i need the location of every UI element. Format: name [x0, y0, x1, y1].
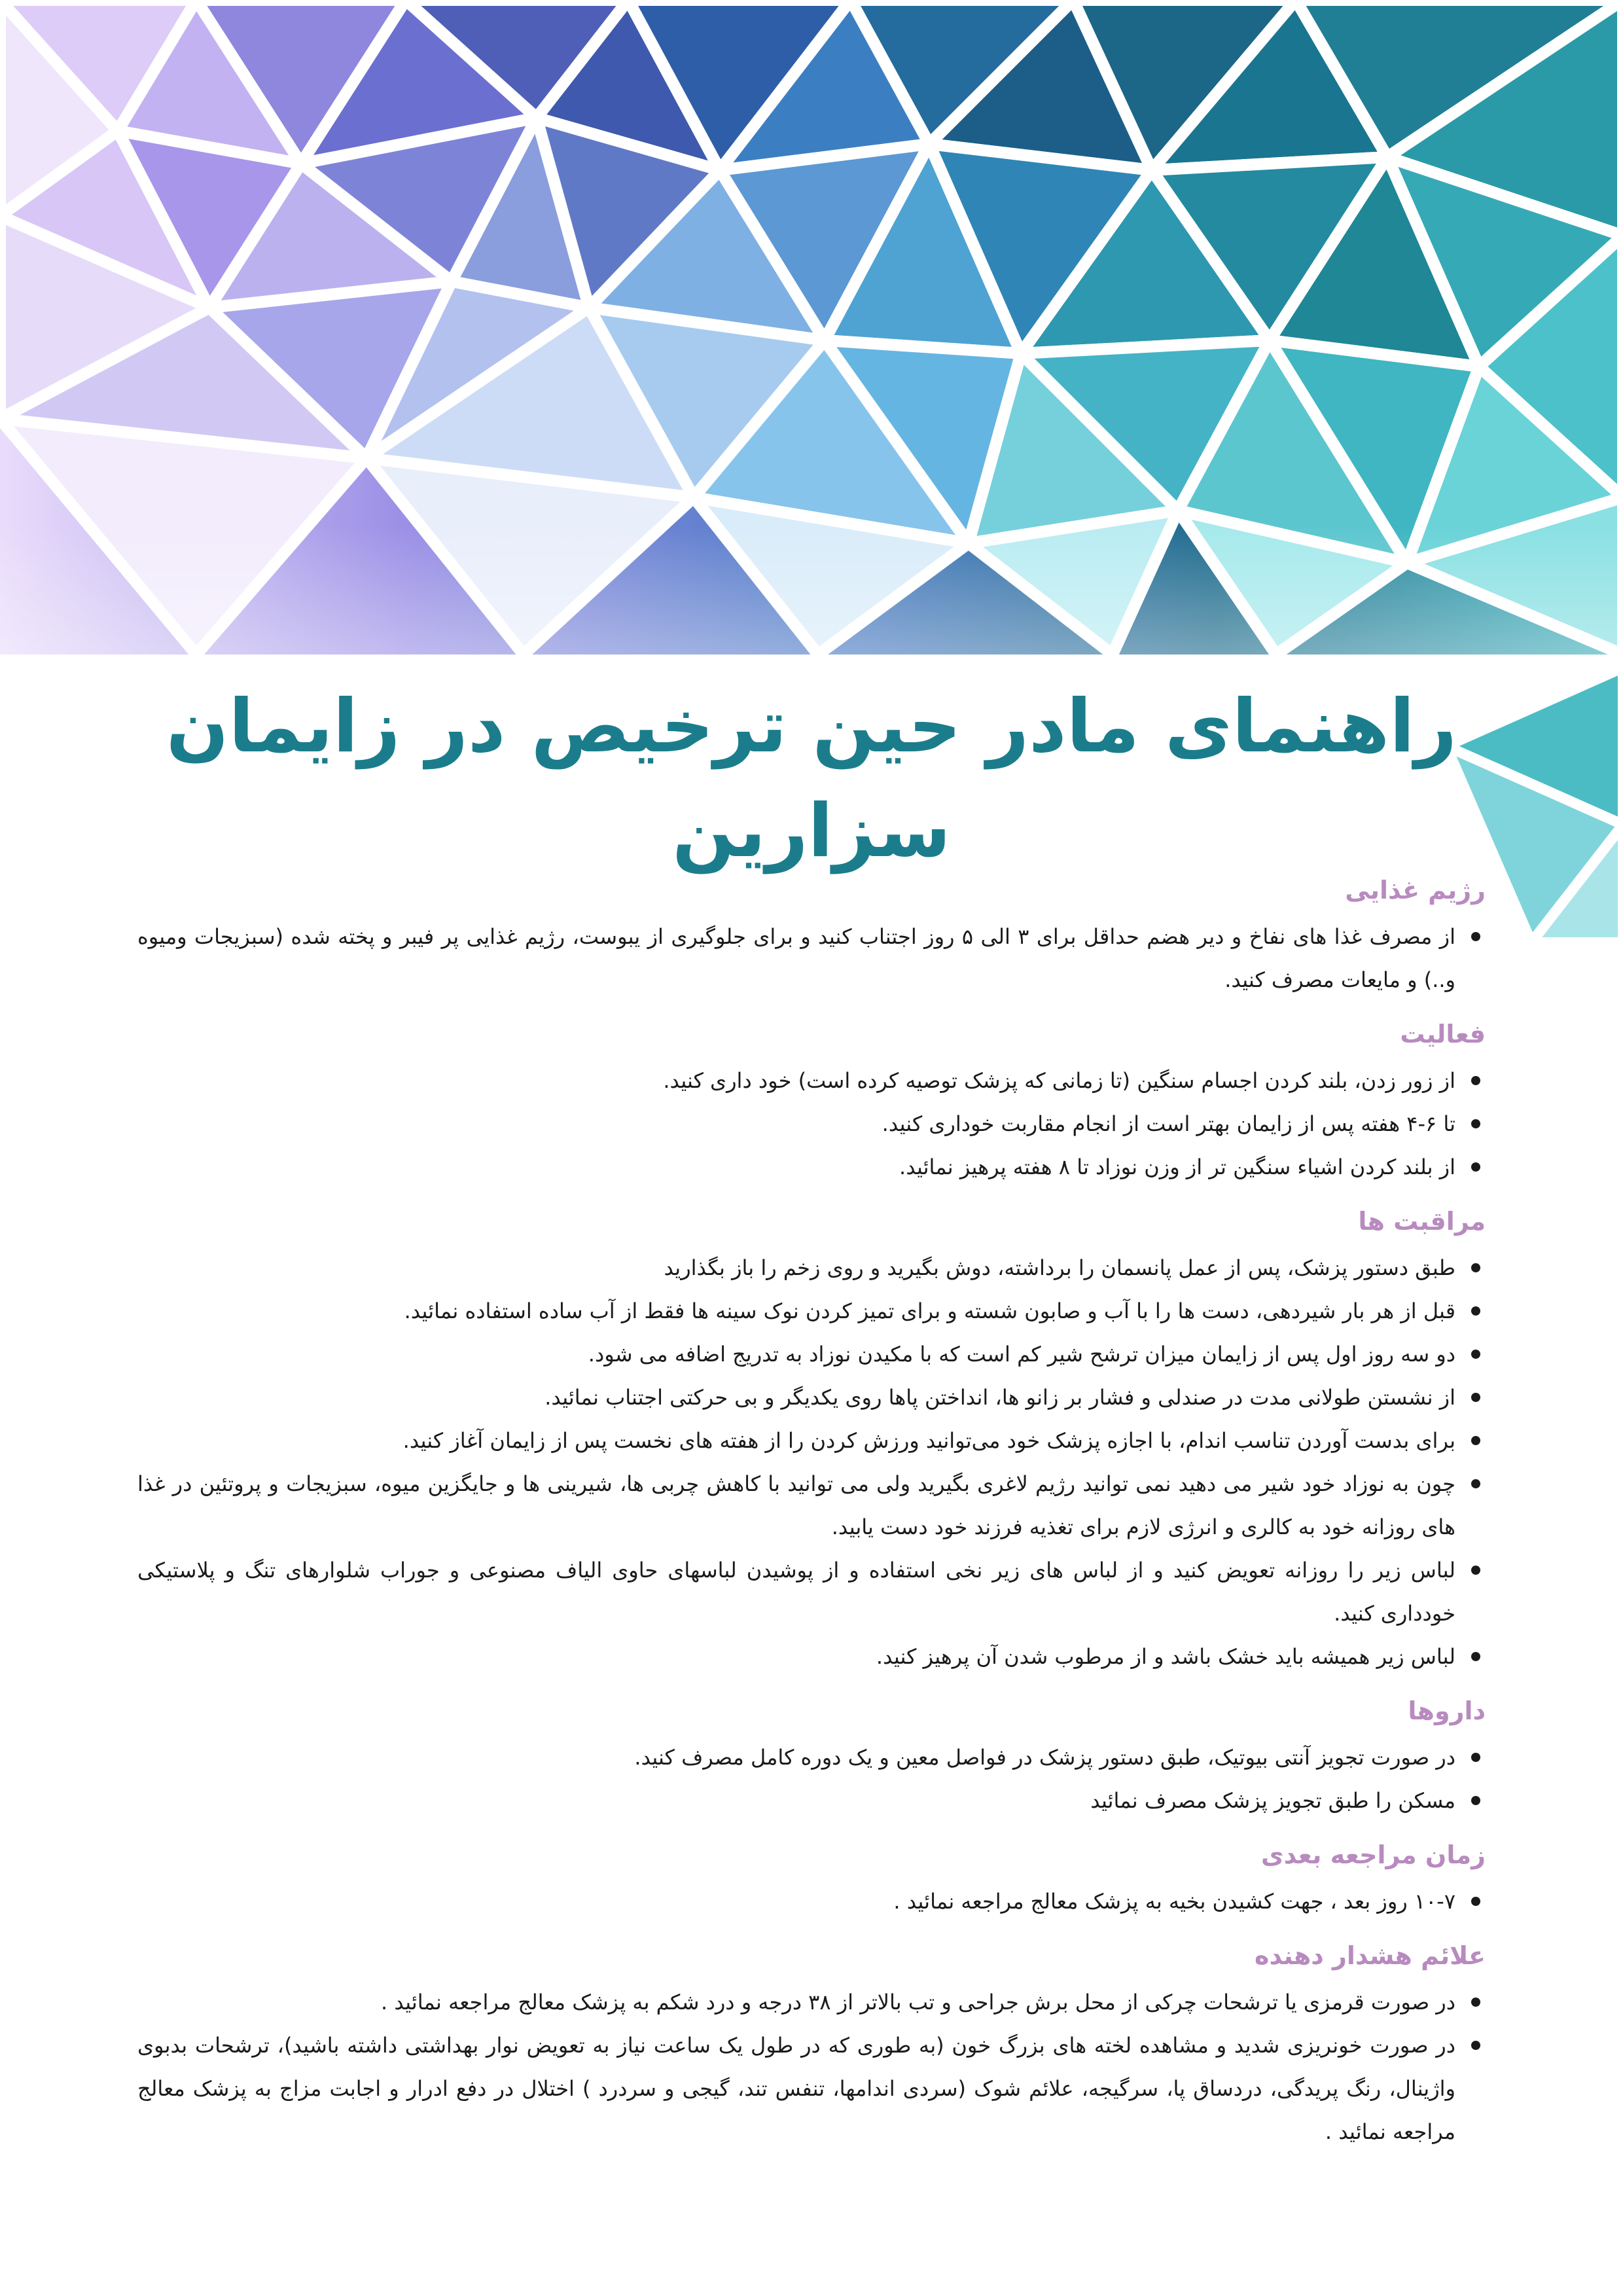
section-heading: علائم هشدار دهنده — [1255, 1941, 1486, 1970]
bullet-icon — [1471, 1306, 1480, 1316]
list-item-text: در صورت خونریزی شدید و مشاهده لخته های بزرگ خون (به طوری که در طول یک ساعت نیاز به تعویض نوار بهداشتی داشته باشید)، ترشحات بدبوی واژینال، رنگ پریدگی، دردساق پا، سرگیجه، علائم شوک (سردی اندامها، تنفس تند، گیجی و سردرد ) اختلال در دفع ادرار و اجابت مزاج به پزشک معالج مراجعه نمائید . — [137, 2033, 1455, 2144]
list-item — [137, 1549, 1486, 1635]
section-diet — [137, 869, 1486, 1001]
section-heading: مراقبت ها — [1358, 1207, 1486, 1236]
bullet-list — [137, 1736, 1486, 1822]
list-item — [137, 1419, 1486, 1462]
list-item — [137, 915, 1486, 1001]
list-item — [137, 1145, 1486, 1189]
section-heading: رژیم غذایی — [1345, 876, 1486, 905]
list-item-text: در صورت تجویز آنتی بیوتیک، طبق دستور پزشک در فواصل معین و یک دوره کامل مصرف کنید. — [634, 1745, 1455, 1770]
list-item-text: در صورت قرمزی یا ترشحات چرکی از محل برش جراحی و تب بالاتر از ۳۸ درجه و درد شکم به پزشک معالج مراجعه نمائید . — [381, 1990, 1455, 2015]
list-item — [137, 1333, 1486, 1376]
list-item — [137, 1059, 1486, 1102]
bullet-icon — [1471, 1998, 1480, 2007]
section-heading: فعالیت — [1400, 1020, 1486, 1049]
bullet-list — [137, 915, 1486, 1001]
bullet-icon — [1471, 1479, 1480, 1488]
section-heading: زمان مراجعه بعدی — [1260, 1840, 1486, 1869]
bullet-icon — [1471, 932, 1480, 941]
list-item — [137, 1981, 1486, 2024]
list-item-text: مسکن را طبق تجویز پزشک مصرف نمائید — [1090, 1788, 1455, 1813]
page-title: راهنمای مادر حین ترخیص در زایمان سزارین — [166, 684, 1457, 874]
bullet-icon — [1471, 1350, 1480, 1359]
list-item — [137, 1289, 1486, 1333]
section-care — [137, 1200, 1486, 1678]
bullet-icon — [1471, 1566, 1480, 1575]
list-item — [137, 1880, 1486, 1923]
list-item-text: دو سه روز اول پس از زایمان میزان ترشح شیر کم است که با مکیدن نوزاد به تدریج اضافه می شود. — [588, 1342, 1455, 1367]
bullet-icon — [1471, 1652, 1480, 1661]
bullet-icon — [1471, 1753, 1480, 1762]
section-medications — [137, 1690, 1486, 1822]
bullet-list — [137, 1246, 1486, 1678]
list-item-text: لباس زیر همیشه باید خشک باشد و از مرطوب شدن آن پرهیز کنید. — [876, 1644, 1455, 1669]
section-activity — [137, 1013, 1486, 1189]
bullet-icon — [1471, 1436, 1480, 1445]
list-item-text: از بلند کردن اشیاء سنگین تر از وزن نوزاد تا ۸ هفته پرهیز نمائید. — [899, 1155, 1455, 1179]
list-item — [137, 1102, 1486, 1145]
section-warning-signs — [137, 1935, 1486, 2153]
list-item-text: لباس زیر را روزانه تعویض کنید و از لباس های زیر نخی استفاده و از پوشیدن لباسهای حاوی الیاف مصنوعی و جوراب شلوارهای تنگ و پلاستیکی خودداری کنید. — [137, 1558, 1455, 1626]
list-item-text: برای بدست آوردن تناسب اندام، با اجازه پزشک خود می‌توانید ورزش کردن را از هفته های نخست پس از زایمان آغاز کنید. — [402, 1428, 1455, 1453]
section-heading: داروها — [1408, 1696, 1486, 1725]
list-item — [137, 1376, 1486, 1419]
list-item-text: طبق دستور پزشک، پس از عمل پانسمان را برداشته، دوش بگیرید و روی زخم را باز بگذارید — [664, 1255, 1455, 1280]
list-item-text: ۱۰-۷ روز بعد ، جهت کشیدن بخیه به پزشک معالج مراجعه نمائید . — [893, 1889, 1455, 1914]
bullet-icon — [1471, 1897, 1480, 1906]
list-item — [137, 1779, 1486, 1822]
list-item — [137, 1635, 1486, 1678]
section-next-visit — [137, 1834, 1486, 1923]
list-item-text: چون به نوزاد خود شیر می دهید نمی توانید رژیم لاغری بگیرید ولی می توانید با کاهش چربی ها، شیرینی ها و جایگزین میوه، سبزیجات و پروتئین در غذا های روزانه خود به کالری و انرژی لازم برای تغذیه فرزند خود دست یابید. — [137, 1471, 1455, 1539]
list-item — [137, 1736, 1486, 1779]
bullet-icon — [1471, 1263, 1480, 1272]
document-body — [137, 857, 1486, 2153]
bullet-icon — [1471, 1119, 1480, 1128]
bullet-icon — [1471, 1162, 1480, 1172]
bullet-list — [137, 1059, 1486, 1189]
list-item — [137, 1246, 1486, 1289]
bullet-icon — [1471, 2041, 1480, 2050]
bullet-list — [137, 1981, 1486, 2153]
list-item-text: قبل از هر بار شیردهی، دست ها را با آب و صابون شسته و برای تمیز کردن نوک سینه ها فقط از آب ساده استفاده نمائید. — [404, 1299, 1455, 1323]
list-item — [137, 2024, 1486, 2153]
bullet-icon — [1471, 1393, 1480, 1402]
list-item-text: از نشستن طولانی مدت در صندلی و فشار بر زانو ها، انداختن پاها روی یکدیگر و بی حرکتی اجتناب نمائید. — [544, 1385, 1455, 1410]
list-item-text: از مصرف غذا های نفاخ و دیر هضم حداقل برای ۳ الی ۵ روز اجتناب کنید و برای جلوگیری از یبوست، رژیم غذایی پر فیبر و پخته شده (سبزیجات ومیوه و..) و مایعات مصرف کنید. — [137, 924, 1456, 992]
list-item — [137, 1462, 1486, 1549]
list-item-text: از زور زدن، بلند کردن اجسام سنگین (تا زمانی که پزشک توصیه کرده است) خود داری کنید. — [663, 1068, 1455, 1093]
bullet-icon — [1471, 1796, 1480, 1805]
bullet-icon — [1471, 1076, 1480, 1085]
list-item-text: تا ۶-۴ هفته پس از زایمان بهتر است از انجام مقاربت خوداری کنید. — [882, 1111, 1455, 1136]
bullet-list — [137, 1880, 1486, 1923]
